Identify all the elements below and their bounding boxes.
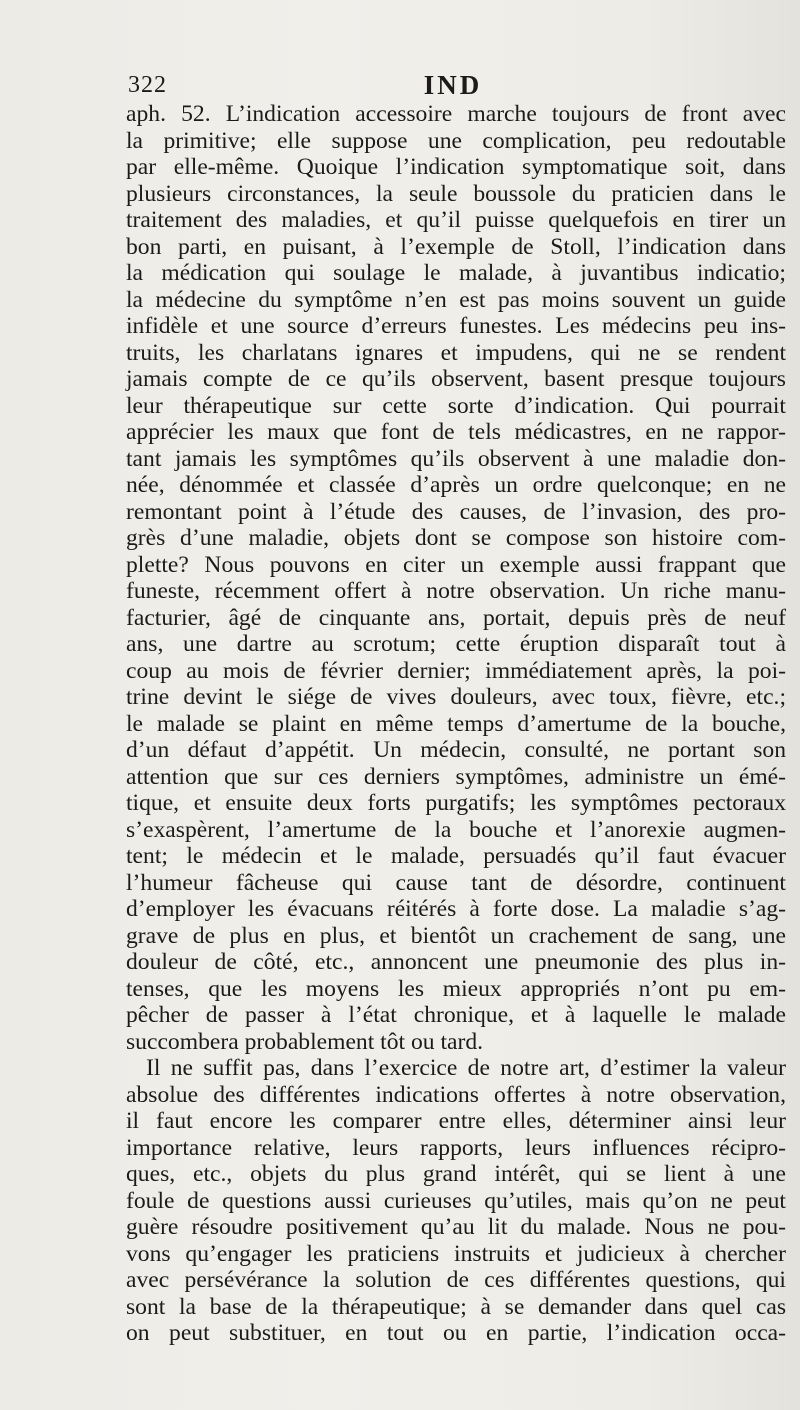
text-line: traitement des maladies, et qu’il puisse quelquefois en tirer un <box>126 207 786 233</box>
text-line: grès d’une maladie, objets dont se compose son histoire com- <box>126 525 786 551</box>
text-line: bon parti, en puisant, à l’exemple de Stoll, l’indication dans <box>126 233 786 260</box>
text-line: grave de plus en plus, et bientôt un crachement de sang, une <box>126 922 786 949</box>
text-line: truits, les charlatans ignares et impudens, qui ne se rendent <box>126 339 786 366</box>
text-line: apprécier les maux que font de tels médicastres, en ne rappor- <box>126 419 786 445</box>
page-body-text <box>126 101 786 1347</box>
text-line: jamais compte de ce qu’ils observent, basent presque toujours <box>126 366 786 392</box>
text-line: plusieurs circonstances, la seule boussole du praticien dans le <box>126 180 786 207</box>
paragraph <box>126 101 786 1055</box>
text-line: trine devint le siége de vives douleurs, avec toux, fièvre, etc.; <box>126 684 786 710</box>
text-line: l’humeur fâcheuse qui cause tant de désordre, continuent <box>126 869 786 896</box>
text-line: par elle-même. Quoique l’indication symptomatique soit, dans <box>126 154 786 180</box>
text-line: il faut encore les comparer entre elles, déterminer ainsi leur <box>126 1108 786 1134</box>
text-line: la médecine du symptôme n’en est pas moins souvent un guide <box>126 286 786 313</box>
text-line: vons qu’engager les praticiens instruits et judicieux à chercher <box>126 1240 786 1267</box>
text-line: absolue des différentes indications offertes à notre observation, <box>126 1081 786 1108</box>
running-head: IND <box>423 70 483 100</box>
text-line: s’exaspèrent, l’amertume de la bouche et l’anorexie augmen- <box>126 816 786 843</box>
paragraph <box>126 1055 786 1347</box>
text-line: funeste, récemment offert à notre observation. Un riche manu- <box>126 578 786 604</box>
text-line: infidèle et une source d’erreurs funestes. Les médecins peu ins- <box>126 313 786 339</box>
text-line: tique, et ensuite deux forts purgatifs; les symptômes pectoraux <box>126 790 786 816</box>
text-line: leur thérapeutique sur cette sorte d’indication. Qui pourrait <box>126 392 786 419</box>
text-line: facturier, âgé de cinquante ans, portait, depuis près de neuf <box>126 604 786 631</box>
text-line: plette? Nous pouvons en citer un exemple aussi frappant que <box>126 551 786 578</box>
text-line: remontant point à l’étude des causes, de l’invasion, des pro- <box>126 498 786 525</box>
text-line: attention que sur ces derniers symptômes, administre un émé- <box>126 763 786 790</box>
text-line: d’employer les évacuans réitérés à forte dose. La maladie s’ag- <box>126 896 786 922</box>
text-line: avec persévérance la solution de ces différentes questions, qui <box>126 1267 786 1293</box>
text-line: pêcher de passer à l’état chronique, et à laquelle le malade <box>126 1002 786 1028</box>
text-line: aph. 52. L’indication accessoire marche toujours de front avec <box>126 101 786 127</box>
text-line: tenses, que les moyens les mieux appropriés n’ont pu em- <box>126 975 786 1002</box>
text-line: sont la base de la thérapeutique; à se demander dans quel cas <box>126 1293 786 1320</box>
text-line: la médication qui soulage le malade, à juvantibus indicatio; <box>126 260 786 286</box>
text-line: coup au mois de février dernier; immédiatement après, la poi- <box>126 657 786 684</box>
text-line: née, dénommée et classée d’après un ordre quelconque; en ne <box>126 472 786 498</box>
text-line: importance relative, leurs rapports, leurs influences récipro- <box>126 1134 786 1161</box>
text-line: tent; le médecin et le malade, persuadés qu’il faut évacuer <box>126 843 786 869</box>
page-header <box>128 70 778 104</box>
text-line: on peut substituer, en tout ou en partie, l’indication occa- <box>126 1320 786 1346</box>
text-line: d’un défaut d’appétit. Un médecin, consulté, ne portant son <box>126 737 786 763</box>
text-line: douleur de côté, etc., annoncent une pneumonie des plus in- <box>126 949 786 975</box>
text-line: foule de questions aussi curieuses qu’utiles, mais qu’on ne peut <box>126 1187 786 1214</box>
text-line: guère résoudre positivement qu’au lit du malade. Nous ne pou- <box>126 1214 786 1240</box>
text-line: Il ne suffit pas, dans l’exercice de notre art, d’estimer la valeur <box>146 1055 786 1081</box>
text-line: ans, une dartre au scrotum; cette éruption disparaît tout à <box>126 631 786 657</box>
text-line: ques, etc., objets du plus grand intérêt, qui se lient à une <box>126 1161 786 1187</box>
text-line: le malade se plaint en même temps d’amertume de la bouche, <box>126 710 786 737</box>
text-line: tant jamais les symptômes qu’ils observent à une maladie don- <box>126 445 786 472</box>
text-line: la primitive; elle suppose une complication, peu redoutable <box>126 127 786 154</box>
text-line: succombera probablement tôt ou tard. <box>126 1028 484 1055</box>
page-number: 322 <box>128 72 167 98</box>
